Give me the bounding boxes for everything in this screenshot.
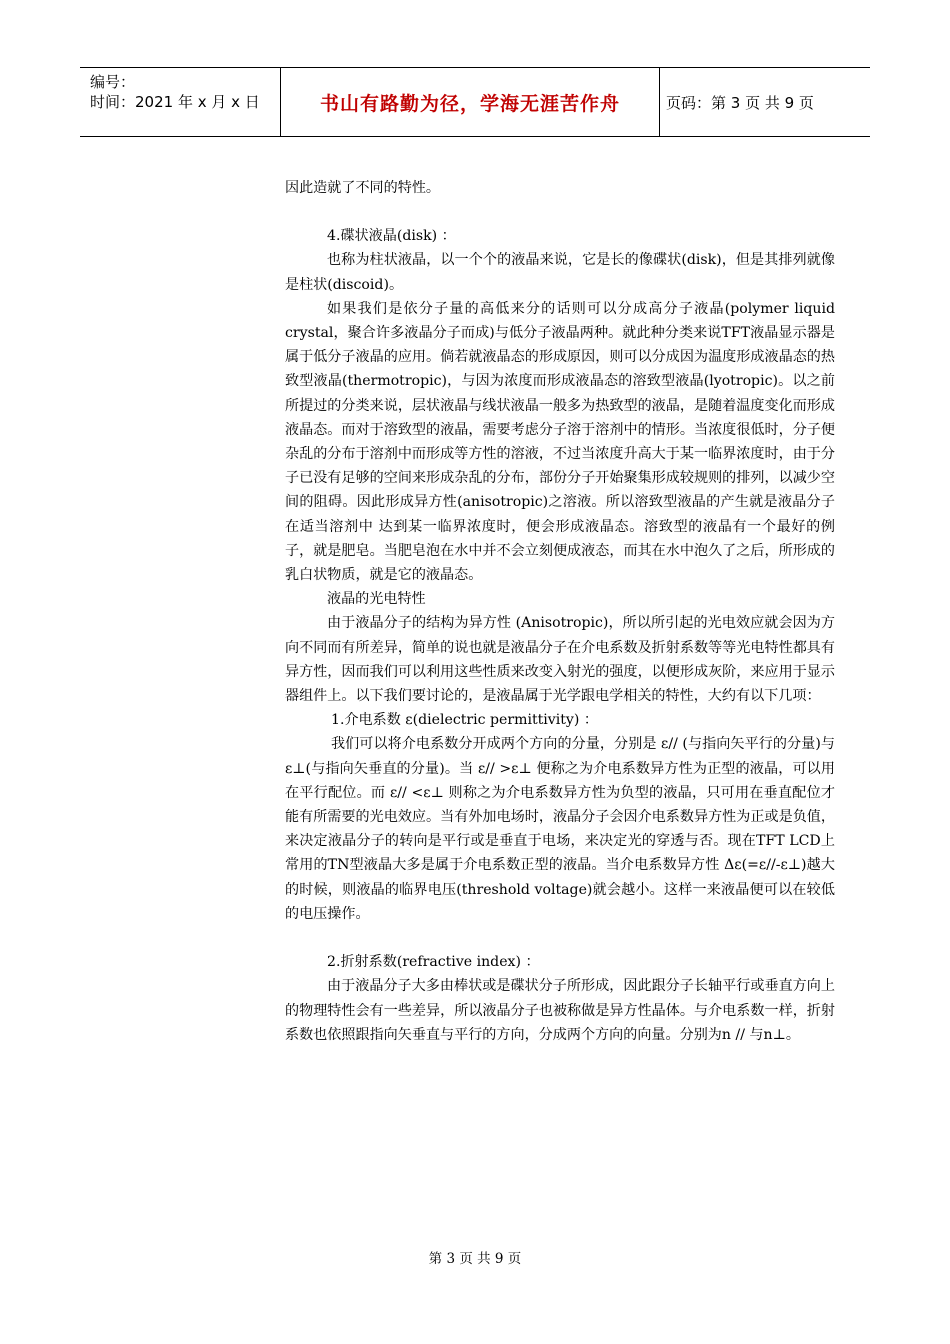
page-footer: 第 3 页 共 9 页: [428, 1251, 522, 1267]
paragraph-gap: [285, 200, 835, 224]
paragraph: 也称为柱状液晶，以一个个的液晶来说，它是长的像碟状(disk)，但是其排列就像是柱状(discoid)。: [285, 252, 835, 293]
section-heading: 2.折射系数(refractive index) ：: [327, 954, 540, 971]
section-heading: 1.介电系数 ε(dielectric permittivity) ：: [331, 712, 598, 729]
paragraph: 由于液晶分子大多由棒状或是碟状分子所形成，因此跟分子长轴平行或垂直方向上的物理特性会有一些差异，所以液晶分子也被称做是异方性晶体。与介电系数一样，折射系数也依照跟指向矢垂直与平行的方向，分成两个方向的向量。分别为n // 与n⊥。: [285, 978, 835, 1043]
header-time: 时间：2021 年 x 月 x 日: [90, 93, 260, 111]
header-number: 编号：: [90, 73, 136, 91]
page-header: [80, 67, 870, 137]
document-body: [285, 176, 835, 1047]
paragraph: 我们可以将介电系数分开成两个方向的分量，分别是 ε// (与指向矢平行的分量)与 ε⊥(与指向矢垂直的分量)。当 ε// >ε⊥ 便称之为介电系数异方性为正型的液晶，可以用在平行配位。而 ε// <ε⊥ 则称之为介电系数异方性为负型的液晶，只可用在垂直配位才能有所需要的光电效应。当有外加电场时，液晶分子会因介电系数异方性为正或是负值，来决定液晶分子的转向是平行或是垂直于电场，来决定光的穿透与否。现在TFT LCD上常用的TN型液晶大多是属于介电系数正型的液晶。当介电系数异方性 Δε(=ε//-ε⊥)越大的时候，则液晶的临界电压(threshold voltage)就会越小。这样一来液晶便可以在较低的电压操作。: [285, 736, 835, 922]
paragraph-gap: [285, 926, 835, 950]
section-heading: 4.碟状液晶(disk) ：: [327, 228, 456, 245]
header-motto: 书山有路勤为径，学海无涯苦作舟: [319, 92, 620, 115]
section-heading: 液晶的光电特性: [327, 591, 426, 608]
paragraph: 因此造就了不同的特性。: [285, 180, 441, 196]
paragraph: 由于液晶分子的结构为异方性 (Anisotropic)，所以所引起的光电效应就会因为方向不同而有所差异，简单的说也就是液晶分子在介电系数及折射系数等等光电特性都具有异方性，因而我们可以利用这些性质来改变入射光的强度，以便形成灰阶，来应用于显示器组件上。以下我们要讨论的，是液晶属于光学跟电学相关的特性，大约有以下几项：: [285, 615, 835, 705]
header-meta: [90, 72, 275, 112]
paragraph: 如果我们是依分子量的高低来分的话则可以分成高分子液晶(polymer liquid crystal，聚合许多液晶分子而成)与低分子液晶两种。就此种分类来说TFT液晶显示器是属于低分子液晶的应用。倘若就液晶态的形成原因，则可以分成因为温度形成液晶态的热致型液晶(thermotropic)，与因为浓度而形成液晶态的溶致型液晶(lyotropic)。以之前所提过的分类来说，层状液晶与线状液晶一般多为热致型的液晶，是随着温度变化而形成液晶态。而对于溶致型的液晶，需要考虑分子溶于溶剂中的情形。当浓度很低时，分子便杂乱的分布于溶剂中而形成等方性的溶液，不过当浓度升高大于某一临界浓度时，由于分子已没有足够的空间来形成杂乱的分布，部份分子开始聚集形成较规则的排列，以减少空间的阻碍。因此形成异方性(anisotropic)之溶液。所以溶致型液晶的产生就是液晶分子在适当溶剂中 达到某一临界浓度时，便会形成液晶态。溶致型的液晶有一个最好的例子，就是肥皂。当肥皂泡在水中并不会立刻便成液态，而其在水中泡久了之后，所形成的乳白状物质，就是它的液晶态。: [285, 300, 835, 584]
header-page-info: 页码：第 3 页 共 9 页: [666, 93, 814, 112]
